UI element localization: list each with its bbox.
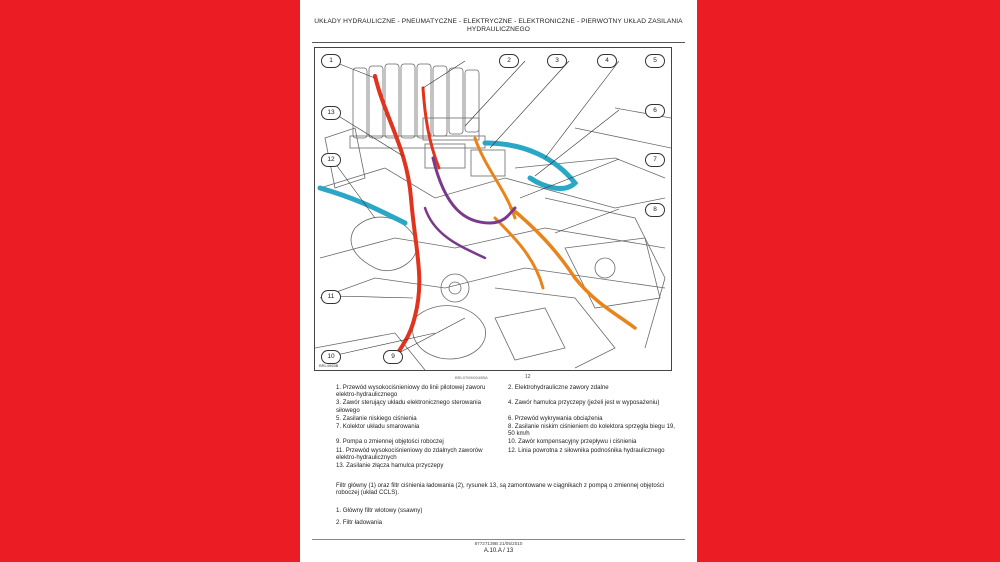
callout-7: 7 (645, 153, 665, 167)
legend-item: 13. Zasilanie złącza hamulca przyczepy (336, 462, 444, 470)
legend (336, 384, 681, 470)
callout-10: 10 (321, 350, 341, 364)
legend-item: 12. Linia powrotna z siłownika podnośnika hydraulicznego (508, 446, 665, 454)
callout-4: 4 (597, 54, 617, 68)
legend-item: 9. Pompa o zmiennej objętości roboczej (336, 438, 444, 446)
figure-id: BRL4965B (319, 363, 339, 368)
legend-row (336, 384, 681, 398)
filter-item: 2. Filtr ładowania (336, 519, 383, 526)
legend-item: 1. Przewód wysokociśnieniowy do linii pilotowej zaworu elektro-hydraulicznego (336, 384, 486, 399)
legend-item (508, 462, 680, 469)
footer-doc-code: 87727139B 21/05/2010 (474, 541, 523, 546)
legend-item: 10. Zawór kompensacyjny przepływu i ciśnienia (508, 438, 637, 446)
diagram-drawing (315, 48, 671, 370)
callout-11: 11 (321, 290, 341, 304)
hydraulic-diagram (314, 47, 672, 371)
callout-13: 13 (321, 106, 341, 120)
legend-item: 6. Przewód wykrywania obciążenia (508, 414, 603, 422)
callout-6: 6 (645, 104, 665, 118)
figure-code: BRL07MH0049BA (455, 375, 488, 380)
callout-9: 9 (383, 350, 403, 364)
legend-row (336, 415, 681, 422)
callout-8: 8 (645, 203, 665, 217)
title-divider (312, 42, 685, 43)
filter-list (336, 505, 422, 529)
legend-row (336, 447, 681, 461)
legend-row (336, 438, 681, 445)
legend-row (336, 399, 681, 413)
filter-note: Filtr główny (1) oraz filtr ciśnienia ładowania (2), rysunek 13, są zamontowane w ciągnikach z pompą o zmiennej objętości roboczej (układ CCLS). (336, 482, 665, 497)
callout-12: 12 (321, 153, 341, 167)
manual-page (300, 0, 697, 562)
legend-item: 7. Kolektor układu smarowania (336, 423, 420, 431)
footer-divider (312, 539, 685, 540)
legend-item: 4. Zawór hamulca przyczepy (jeżeli jest w wyposażeniu) (508, 399, 660, 407)
footer-page-number: A.10.A / 13 (483, 548, 514, 554)
legend-item: 3. Zawór sterujący układu elektronicznego sterowania siłowego (336, 399, 481, 414)
figure-page-number: 12 (525, 374, 531, 380)
legend-row (336, 462, 681, 469)
legend-item: 8. Zasilanie niskim ciśnieniem do kolektora sprzęgła biegu 19, 50 km/h (508, 423, 675, 438)
legend-item: 11. Przewód wysokociśnieniowy do zdalnych zaworów elektro-hydraulicznych (336, 446, 483, 461)
page-title: UKŁADY HYDRAULICZNE - PNEUMATYCZNE - ELEKTRYCZNE - ELEKTRONICZNE - PIERWOTNY UKŁAD ZASILANIA HYDRAULICZNEGO (314, 18, 683, 33)
filter-item: 1. Główny filtr wlotowy (ssawny) (336, 507, 423, 514)
legend-row (336, 423, 681, 437)
callout-1: 1 (321, 54, 341, 68)
callout-2: 2 (499, 54, 519, 68)
legend-item: 2. Elektrohydrauliczne zawory zdalne (508, 384, 609, 391)
legend-item: 5. Zasilanie niskiego ciśnienia (336, 414, 417, 422)
callout-3: 3 (547, 54, 567, 68)
callout-5: 5 (645, 54, 665, 68)
